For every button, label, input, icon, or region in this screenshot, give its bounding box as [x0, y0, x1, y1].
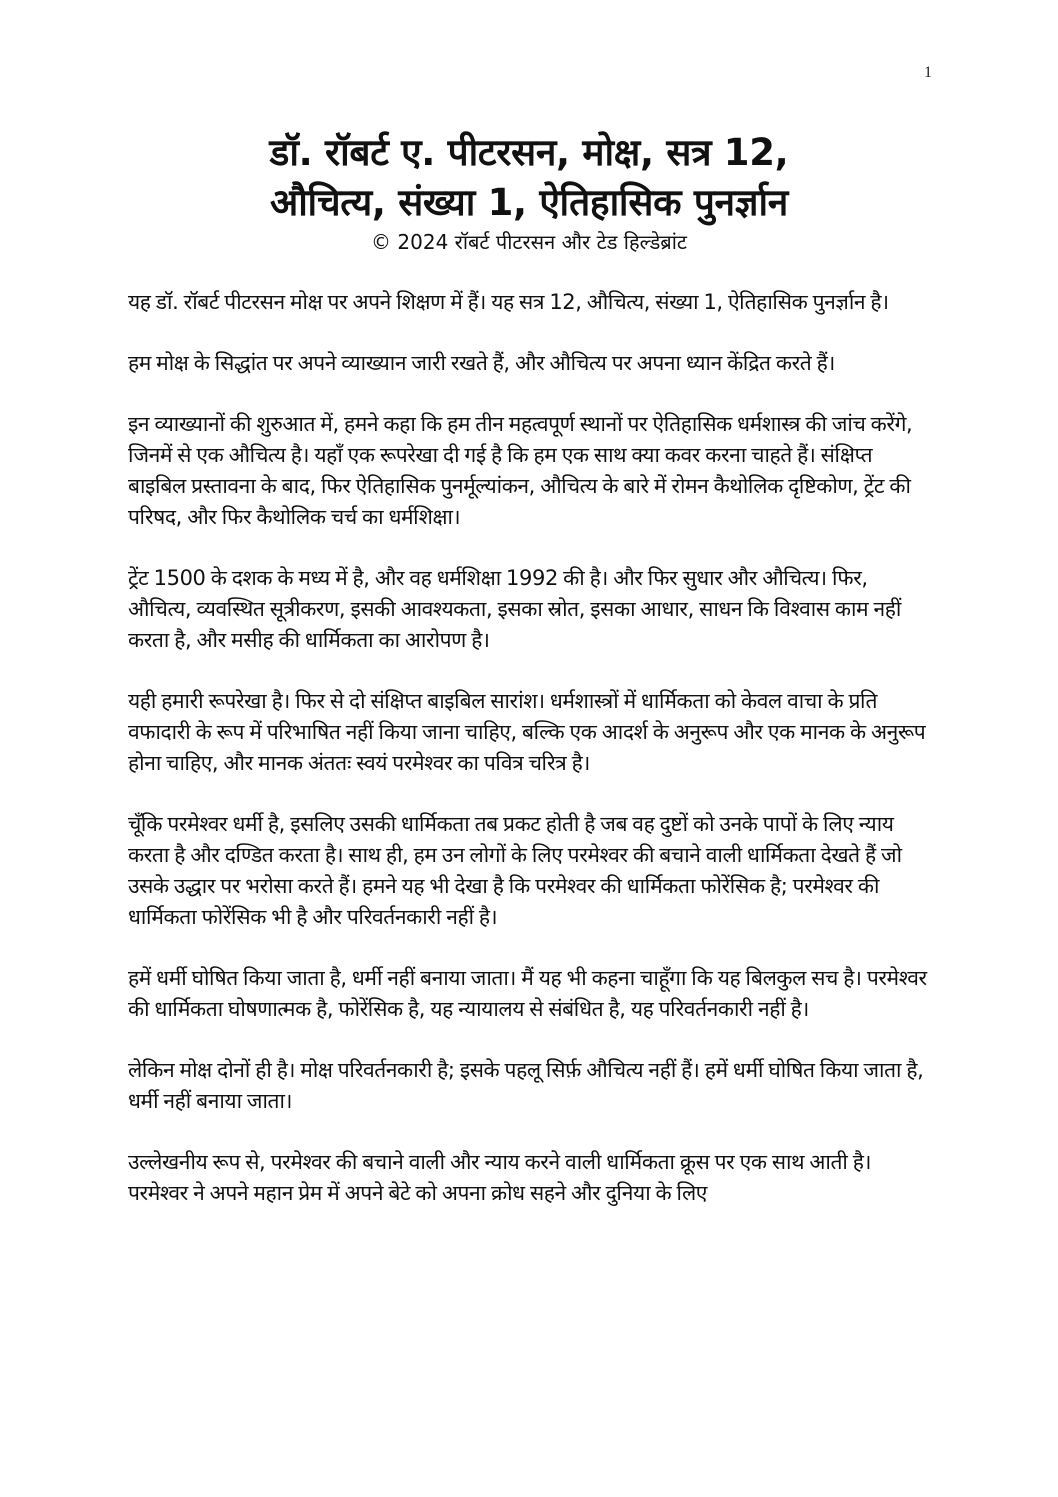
copyright-notice: © 2024 रॉबर्ट पीटरसन और टेड हिल्डेब्रांट [371, 230, 687, 254]
paragraph: इन व्याख्यानों की शुरुआत में, हमने कहा कि हम तीन महत्वपूर्ण स्थानों पर ऐतिहासिक धर्मशास्त्र की जांच करेंगे, जिनमें से एक औचित्य है। यहाँ एक रूपरेखा दी गई है कि हम एक साथ क्या कवर करना चाहते हैं। संक्षिप्त बाइबिल प्रस्तावना के बाद, फिर ऐतिहासिक पुनर्मूल्यांकन, औचित्य के बारे में रोमन कैथोलिक दृष्टिकोण, ट्रेंट की परिषद, और फिर कैथोलिक चर्च का धर्मशिक्षा। [128, 412, 913, 529]
paragraph: ट्रेंट 1500 के दशक के मध्य में है, और वह धर्मशिक्षा 1992 की है। और फिर सुधार और औचित्य। फिर, औचित्य, व्यवस्थित सूत्रीकरण, इसकी आवश्यकता, इसका स्रोत, इसका आधार, साधन कि विश्वास काम नहीं करता है, और मसीह की धार्मिकता का आरोपण है। [128, 566, 901, 652]
title-block [100, 128, 958, 256]
paragraph: यही हमारी रूपरेखा है। फिर से दो संक्षिप्त बाइबिल सारांश। धर्मशास्त्रों में धार्मिकता को केवल वाचा के प्रति वफादारी के रूप में परिभाषित नहीं किया जाना चाहिए, बल्कि एक आदर्श के अनुरूप और एक मानक के अनुरूप होना चाहिए, और मानक अंततः स्वयं परमेश्वर का पवित्र चरित्र है। [128, 689, 926, 775]
paragraph: हमें धर्मी घोषित किया जाता है, धर्मी नहीं बनाया जाता। मैं यह भी कहना चाहूँगा कि यह बिलकुल सच है। परमेश्वर की धार्मिकता घोषणात्मक है, फोरेंसिक है, यह न्यायालय से संबंधित है, यह परिवर्तनकारी नहीं है। [128, 966, 927, 1021]
paragraph: लेकिन मोक्ष दोनों ही है। मोक्ष परिवर्तनकारी है; इसके पहलू सिर्फ़ औचित्य नहीं हैं। हमें धर्मी घोषित किया जाता है, धर्मी नहीं बनाया जाता। [128, 1058, 924, 1113]
page-number: 1 [924, 64, 932, 81]
paragraph: हम मोक्ष के सिद्धांत पर अपने व्याख्यान जारी रखते हैं, और औचित्य पर अपना ध्यान केंद्रित करते हैं। [128, 351, 835, 375]
document-title-line-1: डॉ. रॉबर्ट ए. पीटरसन, मोक्ष, सत्र 12, [269, 131, 789, 174]
paragraph: उल्लेखनीय रूप से, परमेश्वर की बचाने वाली और न्याय करने वाली धार्मिकता क्रूस पर एक साथ आती है। परमेश्वर ने अपने महान प्रेम में अपने बेटे को अपना क्रोध सहने और दुनिया के लिए [128, 1150, 872, 1205]
document-title-line-2: औचित्य, संख्या 1, ऐतिहासिक पुनर्ज्ञान [269, 181, 789, 224]
paragraph: यह डॉ. रॉबर्ट पीटरसन मोक्ष पर अपने शिक्षण में हैं। यह सत्र 12, औचित्य, संख्या 1, ऐतिहासिक पुनर्ज्ञान है। [128, 290, 889, 314]
body-text [128, 287, 934, 1239]
paragraph: चूँकि परमेश्वर धर्मी है, इसलिए उसकी धार्मिकता तब प्रकट होती है जब वह दुष्टों को उनके पापों के लिए न्याय करता है और दण्डित करता है। साथ ही, हम उन लोगों के लिए परमेश्वर की बचाने वाली धार्मिकता देखते हैं जो उसके उद्धार पर भरोसा करते हैं। हमने यह भी देखा है कि परमेश्वर की धार्मिकता फोरेंसिक है; परमेश्वर की धार्मिकता फोरेंसिक भी है और परिवर्तनकारी नहीं है। [128, 812, 902, 929]
